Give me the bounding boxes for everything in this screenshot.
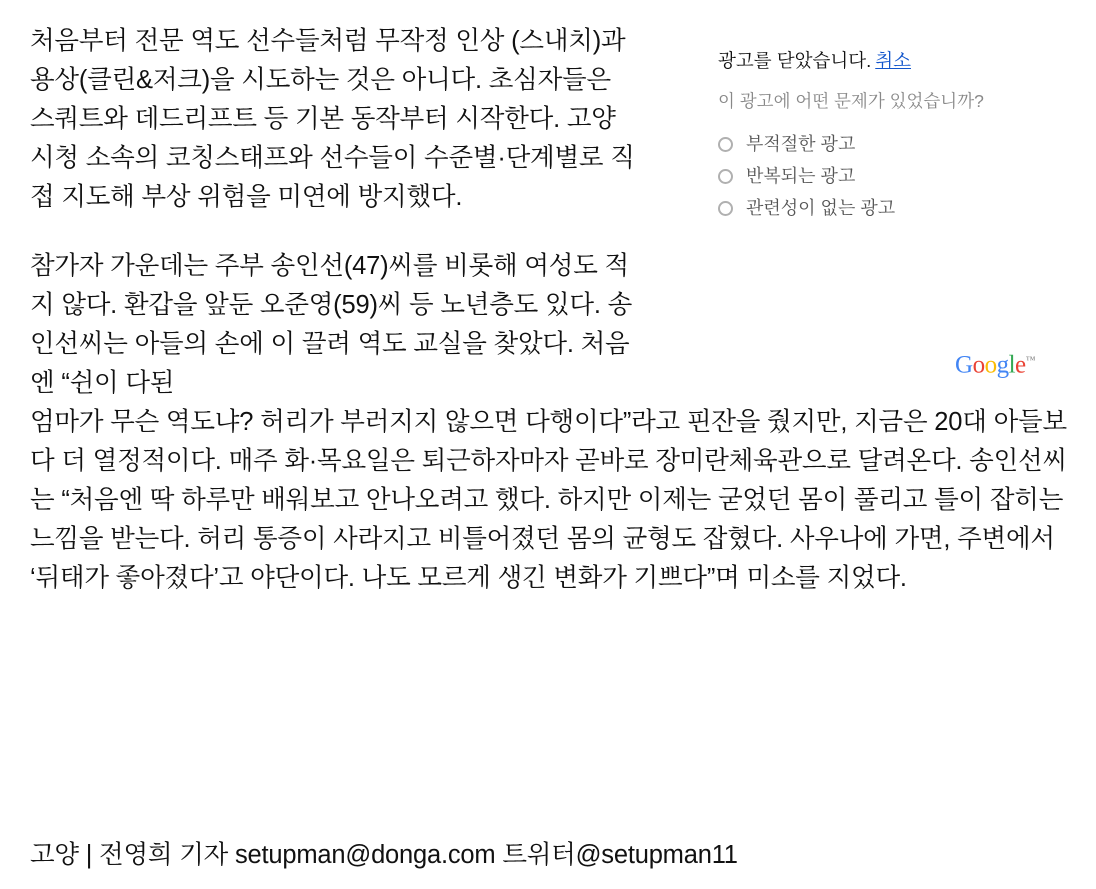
trademark-symbol: ™ (1025, 355, 1035, 366)
radio-button-icon[interactable] (718, 201, 733, 216)
google-logo-letter-l: l (1008, 351, 1016, 379)
ad-feedback-option-label: 관련성이 없는 광고 (746, 198, 896, 218)
ad-feedback-option-label: 반복되는 광고 (746, 166, 856, 186)
google-logo-letter-e: e (1015, 351, 1026, 379)
ad-closed-text: 광고를 닫았습니다. (718, 50, 872, 71)
article-paragraph-3: 엄마가 무슨 역도냐? 허리가 부러지지 않으면 다행이다”라고 핀잔을 줬지만, 지금은 20대 아들보다 더 열정적이다. 매주 화·목요일은 퇴근하자마자 곧바로 장미란체육관으로 달려온다. 송인선씨는 “처음엔 딱 하루만 배워보고 안나오려고 했다. 하지만 이제는 굳었던 몸이 풀리고 틀이 잡히는 느낌을 받는다. 허리 통증이 사라지고 비틀어졌던 몸의 균형도 잡혔다. 사우나에 가면, 주변에서 ‘뒤태가 좋아졌다’고 야단이다. 나도 모르게 생긴 변화가 기쁘다”며 미소를 지었다. (30, 408, 1067, 592)
google-logo-letter-g2: g (996, 351, 1009, 379)
google-logo (955, 347, 1035, 379)
ad-feedback-option-label: 부적절한 광고 (746, 134, 856, 154)
radio-button-icon[interactable] (718, 137, 733, 152)
ad-feedback-option-irrelevant[interactable] (718, 197, 1063, 219)
ad-feedback-option-inappropriate[interactable] (718, 133, 1063, 155)
ad-feedback-question: 이 광고에 어떤 문제가 있었습니까? (718, 91, 984, 111)
article-paragraph-1: 처음부터 전문 역도 선수들처럼 무작정 인상 (스내치)과 용상(클린&저크)을 시도하는 것은 아니다. 초심자들은 스쿼트와 데드리프트 등 기본 동작부터 시작한다. 고양시청 소속의 코칭스태프와 선수들이 수준별·단계별로 직접 지도해 부상 위험을 미연에 방지했다. (30, 27, 635, 211)
undo-link[interactable]: 취소 (875, 50, 911, 71)
ad-feedback-option-repetitive[interactable] (718, 165, 1063, 187)
ad-closed-headline (718, 48, 1063, 74)
article-paragraph-2: 참가자 가운데는 주부 송인선(47)씨를 비롯해 여성도 적지 않다. 환갑을 앞둔 오준영(59)씨 등 노년층도 있다. 송인선씨는 아들의 손에 이 끌려 역도 교실을 찾았다. 처음엔 “쉰이 다된 (30, 252, 633, 397)
google-logo-letter-g1: G (955, 351, 973, 379)
radio-button-icon[interactable] (718, 169, 733, 184)
article-byline: 고양 | 전영희 기자 setupman@donga.com 트위터@setupman11 (30, 841, 738, 869)
google-logo-letter-o1: o (972, 351, 985, 379)
google-logo-letter-o2: o (984, 351, 997, 379)
ad-feedback-panel (718, 48, 1063, 229)
